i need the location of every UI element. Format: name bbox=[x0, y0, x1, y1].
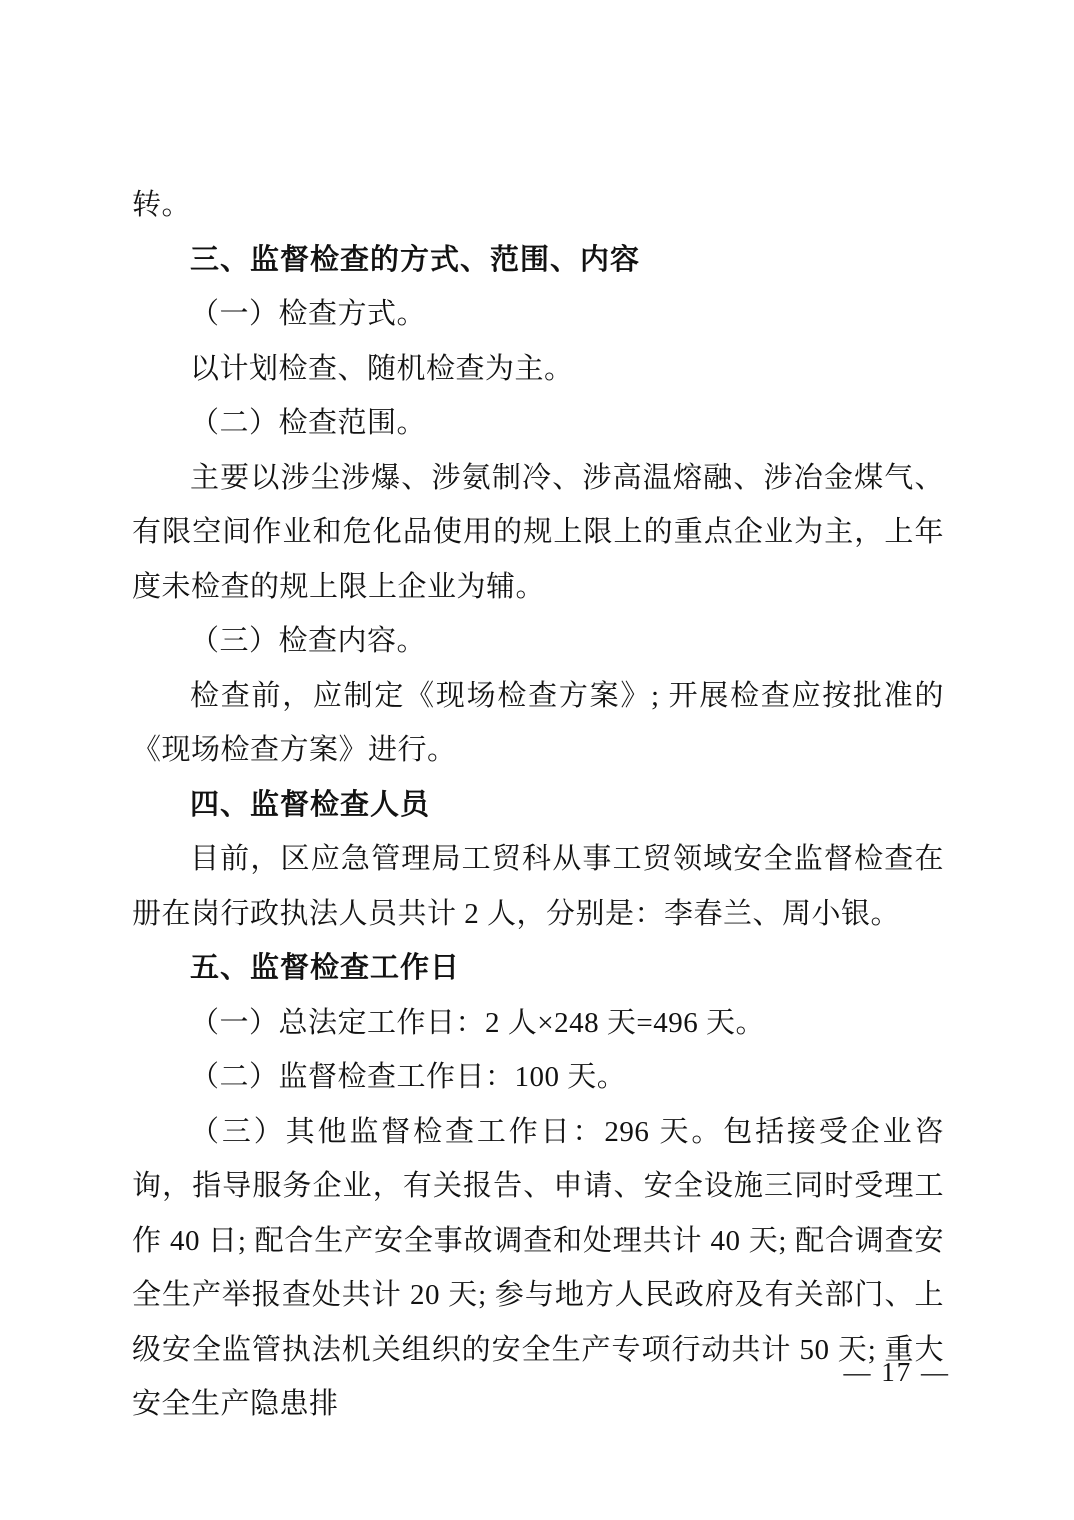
paragraph-inspection-content-text: 检查前，应制定《现场检查方案》; 开展检查应按批准的《现场检查方案》进行。 bbox=[132, 679, 944, 766]
paragraph-inspection-scope-label: （二）检查范围。 bbox=[190, 407, 427, 439]
paragraph-inspection-method-label: （一）检查方式。 bbox=[190, 298, 427, 330]
paragraph-continuation: 转。 bbox=[132, 189, 192, 221]
document-body bbox=[132, 178, 944, 1432]
paragraph-personnel-text: 目前，区应急管理局工贸科从事工贸领域安全监督检查在册在岗行政执法人员共计 2 人，分别是：李春兰、周小银。 bbox=[132, 843, 944, 930]
paragraph-supervision-workdays: （二）监督检查工作日：100 天。 bbox=[190, 1061, 627, 1093]
paragraph-inspection-content-label: （三）检查内容。 bbox=[190, 625, 427, 657]
paragraph-inspection-method-text: 以计划检查、随机检查为主。 bbox=[190, 352, 574, 385]
page-number: — 17 — bbox=[843, 1357, 950, 1387]
paragraph-other-workdays: （三）其他监督检查工作日：296 天。包括接受企业咨询，指导服务企业，有关报告、申请、安全设施三同时受理工作 40 日; 配合生产安全事故调查和处理共计 40 天; 配合调查安全生产举报查处共计 20 天; 参与地方人民政府及有关部门、上级安全监管执法机关组织的安全生产专项行动共计 50 天; 重大安全生产隐患排 bbox=[132, 1115, 944, 1420]
paragraph-inspection-scope-text: 主要以涉尘涉爆、涉氨制冷、涉高温熔融、涉冶金煤气、有限空间作业和危化品使用的规上限上的重点企业为主，上年度未检查的规上限上企业为辅。 bbox=[132, 461, 944, 603]
section-heading-4: 四、监督检查人员 bbox=[190, 788, 431, 821]
section-heading-5: 五、监督检查工作日 bbox=[190, 952, 461, 984]
section-heading-3: 三、监督检查的方式、范围、内容 bbox=[190, 243, 641, 276]
paragraph-total-workdays: （一）总法定工作日：2 人×248 天=496 天。 bbox=[190, 1006, 765, 1039]
